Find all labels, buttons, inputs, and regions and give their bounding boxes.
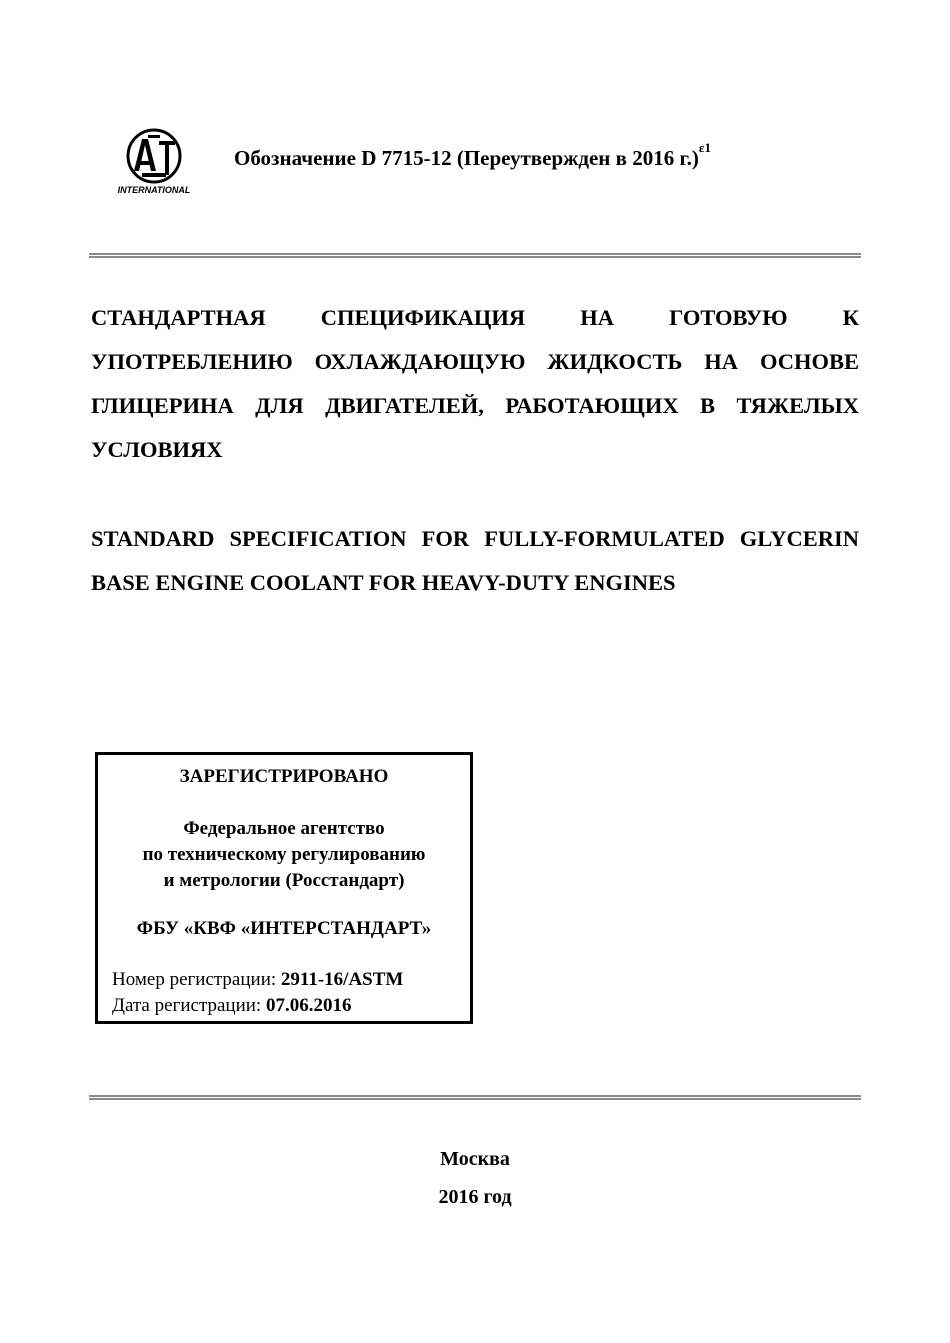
designation-text: Обозначение D 7715-12 (Переутвержден в 2016 г.): [234, 146, 699, 170]
registration-number: [112, 969, 403, 991]
top-divider: [89, 253, 861, 258]
title-russian: СТАНДАРТНАЯ СПЕЦИФИКАЦИЯ НА ГОТОВУЮ К УПОТРЕБЛЕНИЮ ОХЛАЖДАЮЩУЮ ЖИДКОСТЬ НА ОСНОВЕ ГЛИЦЕРИНА ДЛЯ ДВИГАТЕЛЕЙ, РАБОТАЮЩИХ В ТЯЖЕЛЫХ УСЛОВИЯХ: [91, 305, 859, 462]
registration-heading: ЗАРЕГИСТРИРОВАНО: [179, 766, 389, 787]
registration-number-label: Номер регистрации:: [112, 969, 281, 990]
registration-date-value: 07.06.2016: [265, 995, 352, 1016]
footer-city: Москва: [440, 1148, 510, 1170]
title-english: STANDARD SPECIFICATION FOR FULLY-FORMULATED GLYCERIN BASE ENGINE COOLANT FOR HEAVY-DUTY ENGINES: [91, 526, 859, 595]
astm-logo-icon: [112, 127, 196, 197]
logo-text: INTERNATIONAL: [117, 185, 191, 195]
bottom-divider: [89, 1095, 861, 1100]
registration-box: [95, 752, 473, 1024]
registration-date: [112, 995, 351, 1017]
registration-number-value: 2911-16/ASTM: [280, 969, 404, 990]
agency-line-3: и метрологии (Росстандарт): [163, 870, 405, 891]
footer-year: 2016 год: [438, 1186, 512, 1208]
agency-line-2: по техническому регулированию: [142, 844, 426, 865]
registration-org: ФБУ «КВФ «ИНТЕРСТАНДАРТ»: [136, 918, 432, 939]
document-designation: [234, 140, 711, 171]
agency-line-1: Федеральное агентство: [183, 818, 385, 839]
designation-superscript: ε1: [698, 140, 711, 155]
registration-date-label: Дата регистрации:: [112, 995, 266, 1016]
astm-logo: [112, 127, 196, 197]
